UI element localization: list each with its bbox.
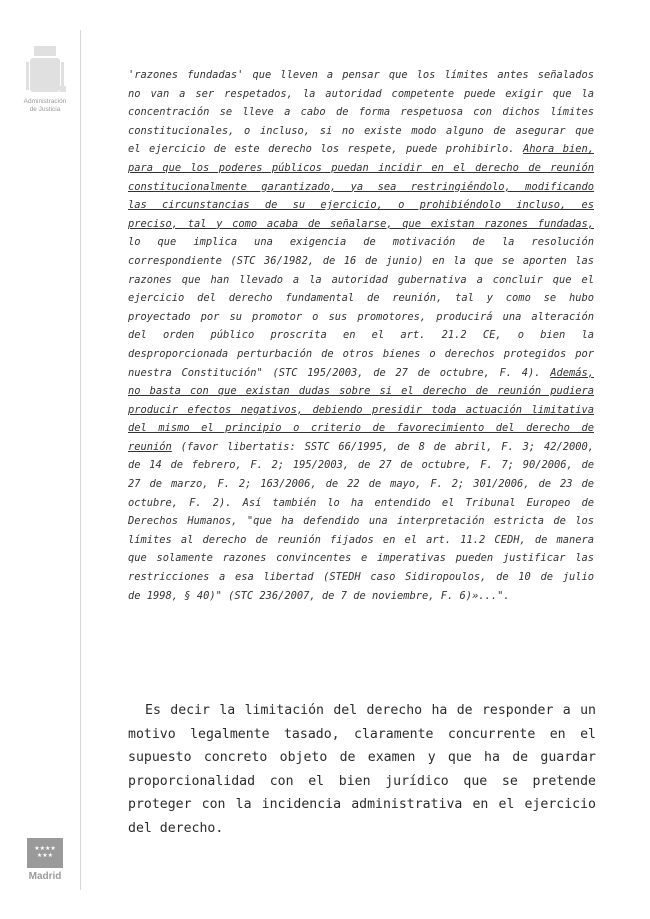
quote-line-text: de 14 de febrero, F. 2; 195/2003, de 27 de octubre, F. 7; 90/2006, de xyxy=(128,459,594,472)
quote-line-text: del mismo el principio o criterio de favorecimiento del derecho de xyxy=(128,422,594,435)
quote-line xyxy=(128,178,594,197)
quote-line-text: constitucionalmente garantizado, ya sea restringiéndolo, modificando xyxy=(128,180,594,193)
quote-line xyxy=(128,568,594,587)
quote-line-text: razones que han llevado a la autoridad gubernativa a concluir que el xyxy=(128,273,594,286)
body-line: proteger con la incidencia administrativa en el ejercicio xyxy=(128,797,596,813)
quote-line xyxy=(128,494,594,513)
quote-line xyxy=(128,549,594,568)
quote-line-text: correspondiente (STC 36/1982, de 16 de junio) en la que se aporten las xyxy=(128,254,594,267)
quote-line-text: constitucionales, o incluso, si no existe modo alguno de asegurar que xyxy=(128,124,594,137)
quote-line-text: concentración se lleve a cabo de forma respetuosa con dichos límites xyxy=(128,106,594,119)
quote-line-text: no basta con que existan dudas sobre si el derecho de reunión pudiera xyxy=(128,385,594,398)
quote-line-text: Derechos Humanos, "que ha defendido una interpretación estricta de los xyxy=(128,515,594,528)
quote-line-text: restricciones a esa libertad (STEDH caso Sidiropoulos, de 10 de julio xyxy=(128,571,594,584)
quote-line xyxy=(128,587,594,606)
quote-line-underlined: Ahora bien, xyxy=(522,143,594,156)
quote-line xyxy=(128,531,594,550)
quote-line-rest: (favor libertatis: SSTC 66/1995, de 8 de abril, F. 3; 42/2000, xyxy=(171,440,594,453)
quote-line xyxy=(128,159,594,178)
stars-icon: ★★★★ ★★★ xyxy=(34,845,56,859)
quote-line-text: las circunstancias de su ejercicio, o prohibiéndolo incluso, es xyxy=(128,199,594,212)
quote-line-text: nuestra Constitución" (STC 195/2003, de 27 de octubre, F. 4). xyxy=(128,366,541,379)
quote-line xyxy=(128,419,594,438)
quote-line xyxy=(128,475,594,494)
crest-label: Administración de Justicia xyxy=(23,98,67,113)
quote-line-text: ejercicio del derecho fundamental de reunión, tal y como se hubo xyxy=(128,292,594,305)
body-line: supuesto concreto objeto de examen y que ha de guardar xyxy=(128,750,596,766)
quote-line xyxy=(128,326,594,345)
quote-line xyxy=(128,233,594,252)
quote-line xyxy=(128,252,594,271)
quote-line-text: octubre, F. 2). Así también lo ha entendido el Tribunal Europeo de xyxy=(128,496,594,509)
quote-line xyxy=(128,271,594,290)
madrid-logo xyxy=(27,838,63,868)
quote-line-text: 27 de marzo, F. 2; 163/2006, de 22 de mayo, F. 2; 301/2006, de 23 de xyxy=(128,478,594,491)
body-line: del derecho. xyxy=(128,820,224,836)
madrid-label: Madrid xyxy=(28,871,62,882)
body-line: motivo legalmente tasado, claramente concurrente en el xyxy=(128,726,596,742)
quote-line-text: lo que implica una exigencia de motivación de la resolución xyxy=(128,236,594,249)
quote-line-text: de 1998, § 40)" (STC 236/2007, de 7 de noviembre, F. 6)»...". xyxy=(128,589,510,602)
quoted-passage xyxy=(128,66,594,605)
margin-rule xyxy=(80,30,81,890)
body-paragraph xyxy=(128,699,596,841)
quote-line xyxy=(128,103,594,122)
quote-line-text: reunión xyxy=(128,440,172,453)
quote-line-text: desproporcionada perturbación de otros bienes o derechos protegidos por xyxy=(128,347,594,360)
quote-line xyxy=(128,196,594,215)
quote-line-text: que solamente razones convincentes e imperativas pueden justificar las xyxy=(128,552,594,565)
quote-line-text: 'razones fundadas' que lleven a pensar que los límites antes señalados xyxy=(128,69,594,81)
quote-line xyxy=(128,401,594,420)
quote-line-text: el ejercicio de este derecho los respete, puede prohibirlo. xyxy=(128,143,515,156)
quote-line-text: proyectado por su promotor o sus promotores, producirá una alteración xyxy=(128,310,594,323)
quote-line-text: producir efectos negativos, debiendo presidir toda actuación limitativa xyxy=(128,403,594,416)
quote-line-text: no van a ser respetados, la autoridad competente puede exigir que la xyxy=(128,87,594,100)
body-line: proporcionalidad con el bien jurídico que se pretende xyxy=(128,773,596,789)
quote-line xyxy=(128,345,594,364)
quote-line-text: preciso, tal y como acaba de señalarse, que existan razones fundadas, xyxy=(128,217,594,230)
quote-line-underlined: Además, xyxy=(550,366,594,379)
quote-line xyxy=(128,382,594,401)
quote-line xyxy=(128,438,594,457)
quote-line-text: del orden público proscrita en el art. 21.2 CE, o bien la xyxy=(128,329,594,342)
quote-line xyxy=(128,289,594,308)
quote-line xyxy=(128,308,594,327)
quote-line xyxy=(128,85,594,104)
quote-line xyxy=(128,140,594,159)
quote-line xyxy=(128,364,594,383)
quote-line-text: límites al derecho de reunión fijados en el art. 11.2 CEDH, de manera xyxy=(128,533,594,546)
quote-line-text: para que los poderes públicos puedan incidir en el derecho de reunión xyxy=(128,161,594,174)
quote-line xyxy=(128,456,594,475)
body-line: Es decir la limitación del derecho ha de responder a un xyxy=(145,703,596,718)
quote-line xyxy=(128,122,594,141)
quote-line xyxy=(128,215,594,234)
quote-line xyxy=(128,66,594,85)
quote-line xyxy=(128,512,594,531)
